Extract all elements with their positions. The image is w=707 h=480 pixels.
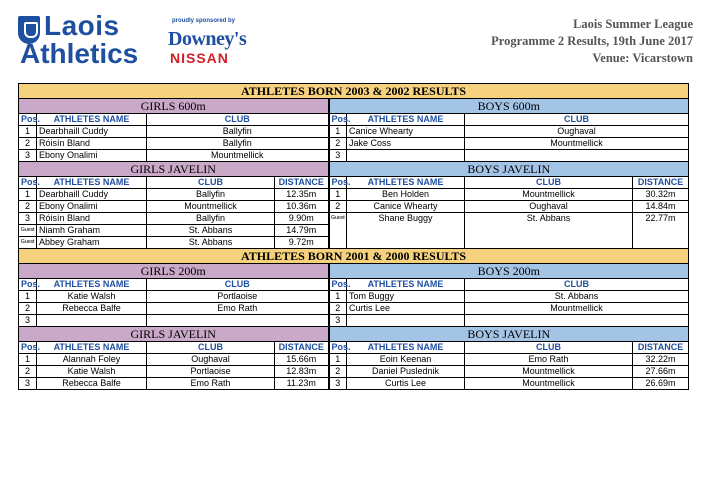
- distance-cell: 32.22m: [633, 354, 689, 366]
- pos-cell: Guest: [19, 237, 37, 249]
- event-subtitle: Programme 2 Results, 19th June 2017: [491, 34, 693, 48]
- col-header-pos: Pos.: [19, 177, 37, 189]
- club-cell: St. Abbans: [465, 291, 689, 303]
- table-row: [19, 315, 689, 327]
- section-title-boys-javelin: BOYS JAVELIN: [329, 162, 689, 177]
- distance-cell: 30.32m: [633, 189, 689, 201]
- athlete-name: Daniel Puslednik: [347, 366, 465, 378]
- pos-cell: 3: [19, 150, 37, 162]
- col-header-pos: Pos.: [329, 114, 347, 126]
- col-header-distance: DISTANCE: [275, 177, 329, 189]
- pos-cell: 3: [329, 378, 347, 390]
- col-header-name: ATHLETES NAME: [37, 342, 147, 354]
- col-header-club: CLUB: [465, 342, 633, 354]
- col-header-club: CLUB: [147, 114, 329, 126]
- athlete-name: Jake Coss: [347, 138, 465, 150]
- table-row: [19, 366, 689, 378]
- pos-cell: 1: [19, 291, 37, 303]
- club-cell: Ballyfin: [147, 189, 275, 201]
- table-row: [19, 291, 689, 303]
- distance-cell: 15.66m: [275, 354, 329, 366]
- table-row: [19, 150, 689, 162]
- pos-cell: 3: [329, 315, 347, 327]
- table-row: [19, 189, 689, 201]
- pos-cell: 2: [329, 366, 347, 378]
- table-row: [19, 213, 689, 225]
- age-group-title: ATHLETES BORN 2001 & 2000 RESULTS: [19, 249, 689, 264]
- club-cell: Mountmellick: [147, 201, 275, 213]
- col-header-name: ATHLETES NAME: [347, 342, 465, 354]
- table-row: [19, 354, 689, 366]
- col-header-club: CLUB: [465, 279, 689, 291]
- col-header-distance: DISTANCE: [633, 342, 689, 354]
- col-header-pos: Pos.: [19, 342, 37, 354]
- athlete-name: Alannah Foley: [37, 354, 147, 366]
- club-cell: St. Abbans: [147, 237, 275, 249]
- pos-cell: 2: [19, 138, 37, 150]
- pos-cell: 3: [19, 378, 37, 390]
- athlete-name: [37, 315, 147, 327]
- col-header-name: ATHLETES NAME: [347, 177, 465, 189]
- col-header-club: CLUB: [147, 177, 275, 189]
- club-cell: St. Abbans: [465, 213, 633, 249]
- athlete-name: Ebony Onalimi: [37, 201, 147, 213]
- athlete-name: [347, 315, 465, 327]
- club-cell: St. Abbans: [147, 225, 275, 237]
- col-header-name: ATHLETES NAME: [37, 114, 147, 126]
- table-row: [19, 201, 689, 213]
- section-title-girls-600m: GIRLS 600m: [19, 99, 329, 114]
- pos-cell: Guest: [19, 225, 37, 237]
- event-title: Laois Summer League: [573, 17, 693, 31]
- pos-cell: 1: [19, 354, 37, 366]
- table-row: [19, 126, 689, 138]
- logo-text-laois: Laois: [44, 10, 120, 41]
- event-info: [491, 16, 693, 67]
- athlete-name: Katie Walsh: [37, 291, 147, 303]
- club-cell: Mountmellick: [465, 138, 689, 150]
- athlete-name: Katie Walsh: [37, 366, 147, 378]
- section-title-girls-javelin: GIRLS JAVELIN: [19, 327, 329, 342]
- section-title-boys-200m: BOYS 200m: [329, 264, 689, 279]
- athlete-name: Ebony Onalimi: [37, 150, 147, 162]
- section-title-girls-200m: GIRLS 200m: [19, 264, 329, 279]
- athlete-name: Niamh Graham: [37, 225, 147, 237]
- col-header-club: CLUB: [465, 114, 689, 126]
- club-cell: Ballyfin: [147, 138, 329, 150]
- distance-cell: 12.83m: [275, 366, 329, 378]
- pos-cell: 3: [19, 315, 37, 327]
- col-header-name: ATHLETES NAME: [37, 279, 147, 291]
- sponsor-name: Downey's: [168, 28, 247, 50]
- club-cell: [147, 315, 329, 327]
- age-group-title: ATHLETES BORN 2003 & 2002 RESULTS: [19, 84, 689, 99]
- distance-cell: 22.77m: [633, 213, 689, 249]
- club-cell: Emo Rath: [147, 303, 329, 315]
- pos-cell: 1: [329, 126, 347, 138]
- col-header-club: CLUB: [465, 177, 633, 189]
- pos-cell: 3: [19, 213, 37, 225]
- distance-cell: 9.72m: [275, 237, 329, 249]
- col-header-name: ATHLETES NAME: [347, 279, 465, 291]
- club-cell: Emo Rath: [147, 378, 275, 390]
- table-row: [19, 138, 689, 150]
- athlete-name: Curtis Lee: [347, 378, 465, 390]
- pos-cell: 2: [19, 366, 37, 378]
- athlete-name: Curtis Lee: [347, 303, 465, 315]
- athlete-name: Rebecca Balfe: [37, 303, 147, 315]
- col-header-distance: DISTANCE: [275, 342, 329, 354]
- distance-cell: 10.36m: [275, 201, 329, 213]
- athlete-name: Ben Holden: [347, 189, 465, 201]
- pos-cell: 1: [329, 291, 347, 303]
- club-cell: Mountmellick: [465, 378, 633, 390]
- col-header-pos: Pos.: [329, 279, 347, 291]
- pos-cell: 1: [329, 354, 347, 366]
- col-header-name: ATHLETES NAME: [37, 177, 147, 189]
- athlete-name: Róisín Bland: [37, 213, 147, 225]
- athlete-name: Shane Buggy: [347, 213, 465, 249]
- col-header-club: CLUB: [147, 279, 329, 291]
- sponsor-tagline: proudly sponsored by: [172, 18, 236, 24]
- distance-cell: 14.79m: [275, 225, 329, 237]
- pos-cell: 2: [19, 201, 37, 213]
- distance-cell: 26.69m: [633, 378, 689, 390]
- club-cell: Portlaoise: [147, 291, 329, 303]
- club-cell: Ballyfin: [147, 213, 275, 225]
- athlete-name: Róisín Bland: [37, 138, 147, 150]
- pos-cell: 3: [329, 150, 347, 162]
- table-row: [19, 303, 689, 315]
- athlete-name: Rebecca Balfe: [37, 378, 147, 390]
- athlete-name: Dearbhaill Cuddy: [37, 189, 147, 201]
- pos-cell: 2: [19, 303, 37, 315]
- sponsor-brand: NISSAN: [170, 50, 229, 66]
- pos-cell: 1: [19, 189, 37, 201]
- col-header-pos: Pos.: [19, 279, 37, 291]
- club-cell: Oughaval: [465, 126, 689, 138]
- section-title-boys-600m: BOYS 600m: [329, 99, 689, 114]
- distance-cell: 12.35m: [275, 189, 329, 201]
- club-cell: Emo Rath: [465, 354, 633, 366]
- col-header-pos: Pos.: [329, 177, 347, 189]
- athlete-name: Abbey Graham: [37, 237, 147, 249]
- distance-cell: 27.66m: [633, 366, 689, 378]
- pos-cell: Guest: [329, 213, 347, 249]
- table-row: [19, 378, 689, 390]
- pos-cell: 1: [19, 126, 37, 138]
- section-title-boys-javelin: BOYS JAVELIN: [329, 327, 689, 342]
- club-cell: [465, 315, 689, 327]
- club-cell: Mountmellick: [465, 189, 633, 201]
- page-header: [0, 0, 707, 82]
- club-cell: Portlaoise: [147, 366, 275, 378]
- athlete-name: Dearbhaill Cuddy: [37, 126, 147, 138]
- club-cell: [465, 150, 689, 162]
- event-venue: Venue: Vicarstown: [592, 51, 693, 65]
- athlete-name: Canice Whearty: [347, 126, 465, 138]
- pos-cell: 2: [329, 138, 347, 150]
- athlete-name: [347, 150, 465, 162]
- club-cell: Ballyfin: [147, 126, 329, 138]
- club-cell: Oughaval: [465, 201, 633, 213]
- club-cell: Mountmellick: [147, 150, 329, 162]
- col-header-name: ATHLETES NAME: [347, 114, 465, 126]
- distance-cell: 11.23m: [275, 378, 329, 390]
- results-table: [18, 83, 689, 390]
- distance-cell: 14.84m: [633, 201, 689, 213]
- col-header-pos: Pos.: [19, 114, 37, 126]
- club-cell: Oughaval: [147, 354, 275, 366]
- distance-cell: 9.90m: [275, 213, 329, 225]
- col-header-distance: DISTANCE: [633, 177, 689, 189]
- athlete-name: Canice Whearty: [347, 201, 465, 213]
- section-title-girls-javelin: GIRLS JAVELIN: [19, 162, 329, 177]
- laois-athletics-logo: [18, 10, 247, 69]
- col-header-club: CLUB: [147, 342, 275, 354]
- col-header-pos: Pos.: [329, 342, 347, 354]
- athlete-name: Eoin Keenan: [347, 354, 465, 366]
- club-cell: Mountmellick: [465, 366, 633, 378]
- pos-cell: 2: [329, 201, 347, 213]
- pos-cell: 1: [329, 189, 347, 201]
- logo-text-athletics: Athletics: [20, 38, 139, 69]
- athlete-name: Tom Buggy: [347, 291, 465, 303]
- club-cell: Mountmellick: [465, 303, 689, 315]
- pos-cell: 2: [329, 303, 347, 315]
